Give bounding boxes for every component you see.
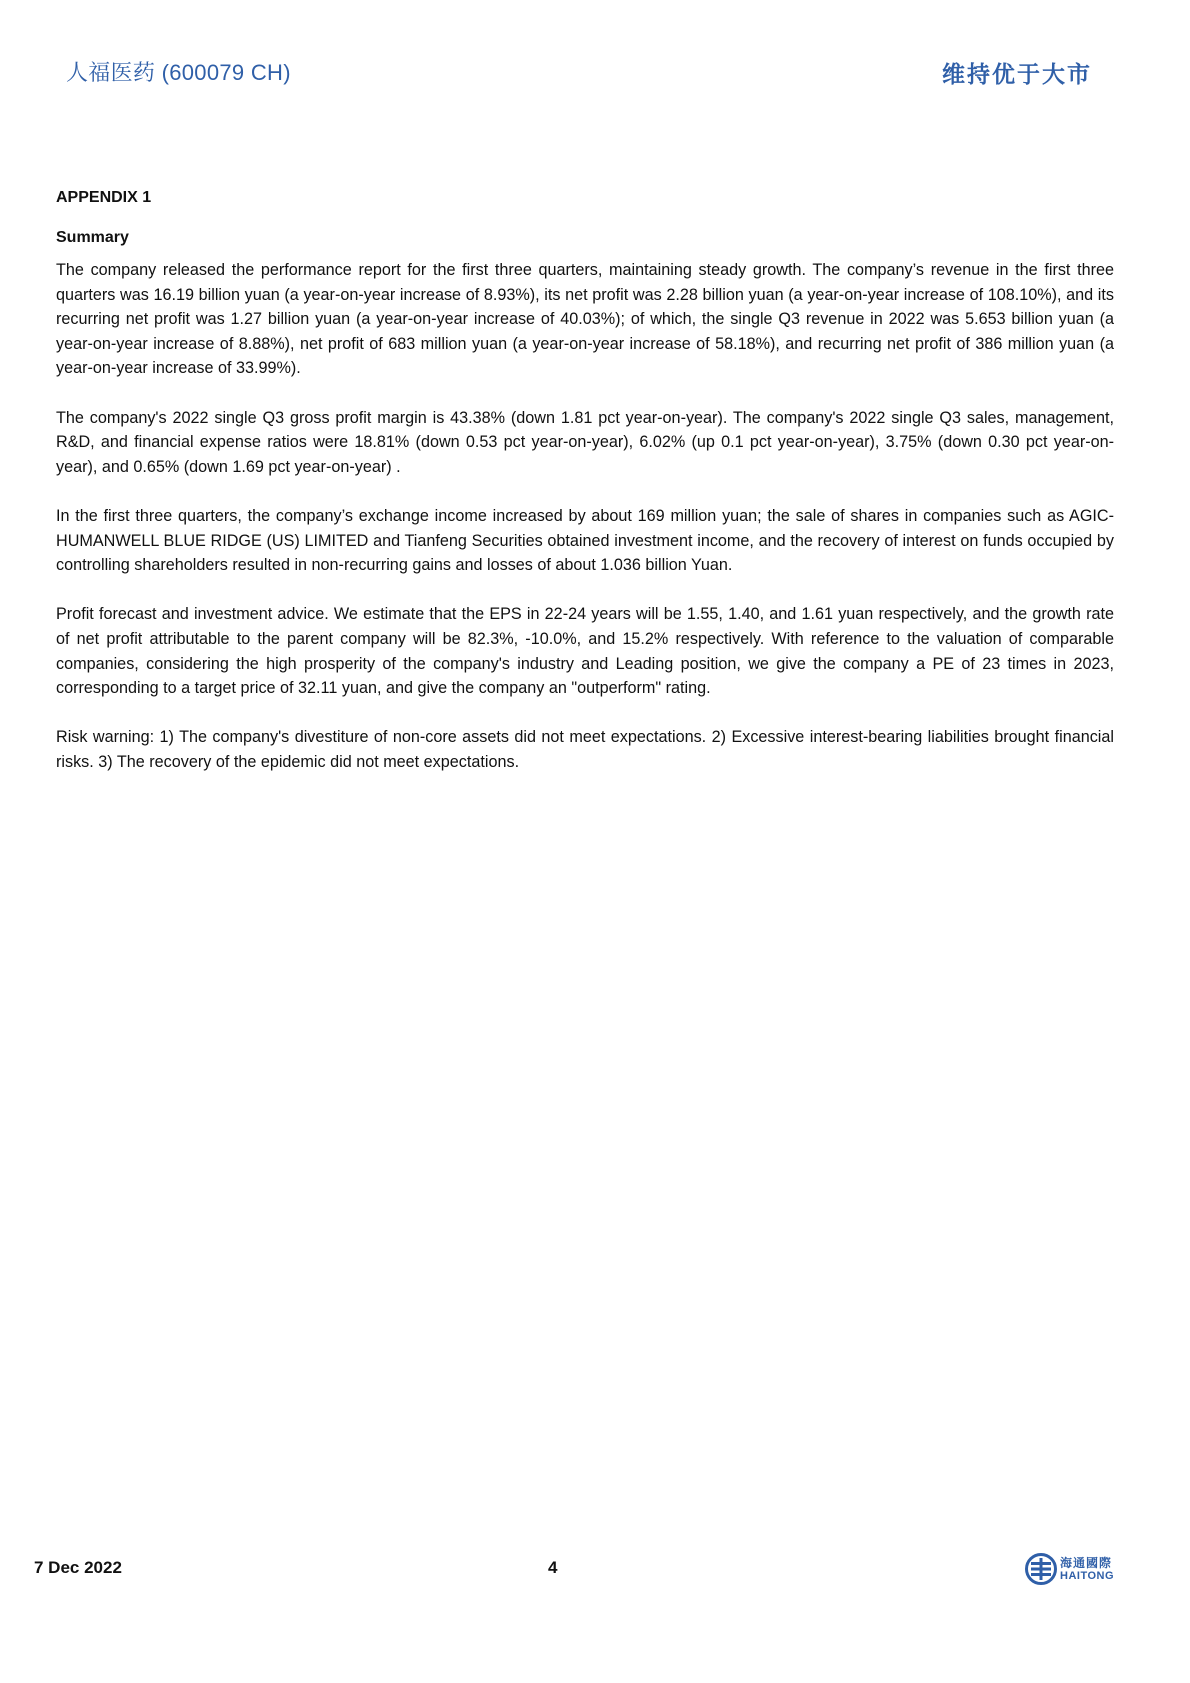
haitong-logo-text: [1060, 1557, 1114, 1582]
haitong-logo: [1025, 1553, 1114, 1585]
header-company-ticker: 人福医药 (600079 CH): [66, 60, 291, 85]
header-rating: 维持优于大市: [942, 61, 1092, 87]
paragraph-forecast: Profit forecast and investment advice. We estimate that the EPS in 22-24 years will be 1.55, 1.40, and 1.61 yuan respectively, and the growth rate of net profit attributable to the parent company will be 82.3%, -10.0%, and 15.2% respectively. With reference to the valuation of comparable companies, considering the high prosperity of the company's industry and Leading position, we give the company a PE of 23 times in 2023, corresponding to a target price of 32.11 yuan, and give the company an "outperform" rating.: [56, 605, 1114, 698]
logo-cn-text: 海通國際: [1060, 1555, 1113, 1570]
haitong-logo-icon: [1025, 1553, 1057, 1585]
page-number: 4: [548, 1558, 558, 1577]
paragraph-non-recurring: In the first three quarters, the company’s exchange income increased by about 169 million yuan; the sale of shares in companies such as AGIC-HUMANWELL BLUE RIDGE (US) LIMITED and Tianfeng Securities obtained investment income, and the recovery of interest on funds occupied by controlling shareholders resulted in non-recurring gains and losses of about 1.036 billion Yuan.: [56, 506, 1114, 575]
footer-date: 7 Dec 2022: [34, 1558, 122, 1577]
appendix-title: APPENDIX 1: [56, 189, 152, 206]
paragraph-risk-warning: Risk warning: 1) The company's divestiture of non-core assets did not meet expectations. 2) Excessive interest-bearing liabilities brought financial risks. 3) The recovery of the epidemic did not meet expectations.: [56, 728, 1114, 771]
paragraph-margins: The company's 2022 single Q3 gross profit margin is 43.38% (down 1.81 pct year-on-year). The company's 2022 single Q3 sales, management, R&D, and financial expense ratios were 18.81% (down 0.53 pct year-on-year), 6.02% (up 0.1 pct year-on-year), 3.75% (down 0.30 pct year-on-year), and 0.65% (down 1.69 pct year-on-year) .: [56, 408, 1114, 476]
logo-en-text: HAITONG: [1060, 1569, 1115, 1582]
paragraph-performance: The company released the performance report for the first three quarters, maintaining steady growth. The company’s revenue in the first three quarters was 16.19 billion yuan (a year-on-year increase of 8.93%), its net profit was 2.28 billion yuan (a year-on-year increase of 108.10%), and its recurring net profit was 1.27 billion yuan (a year-on-year increase of 40.03%); of which, the single Q3 revenue in 2022 was 5.653 billion yuan (a year-on-year increase of 8.88%), net profit of 683 million yuan (a year-on-year increase of 58.18%), and recurring net profit of 386 million yuan (a year-on-year increase of 33.99%).: [56, 261, 1114, 378]
report-body: [56, 186, 1114, 799]
summary-title: Summary: [56, 229, 129, 246]
